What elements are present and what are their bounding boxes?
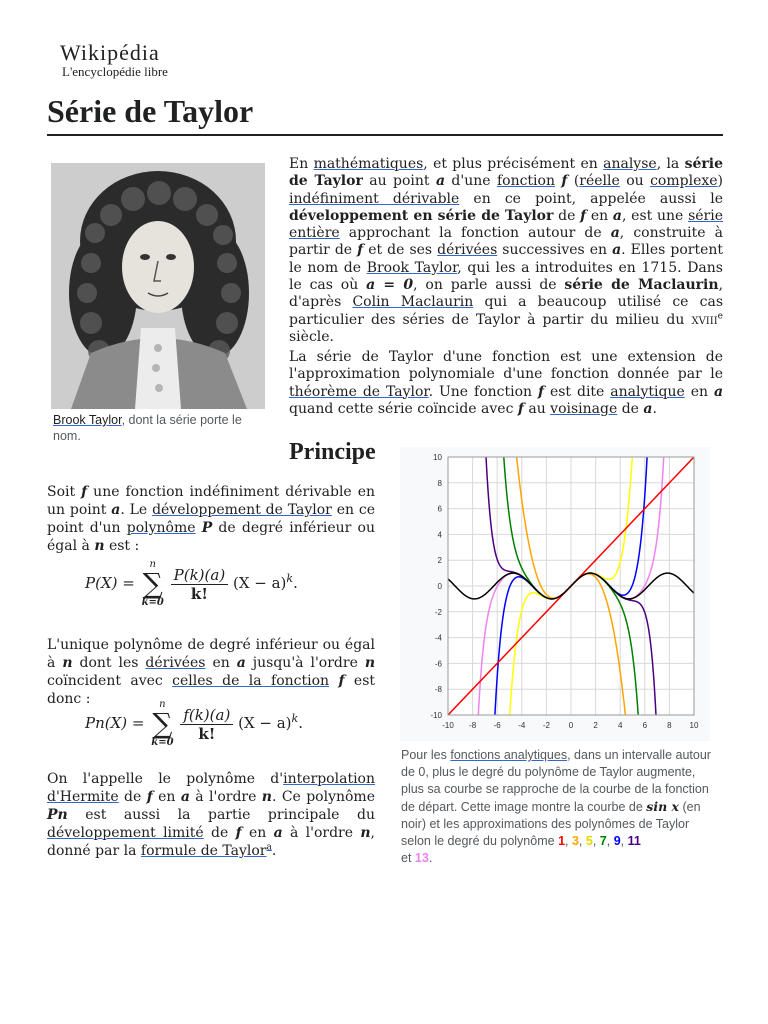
- y-tick-label: -8: [434, 685, 442, 695]
- degree-5: 5: [585, 834, 593, 848]
- degree-1: 1: [558, 834, 566, 848]
- x-tick-label: 4: [617, 721, 623, 730]
- link-theoreme-de-taylor[interactable]: théorème de Taylor: [289, 383, 429, 400]
- link-formule-de-taylor[interactable]: formule de Taylor: [140, 843, 267, 859]
- link-polynome[interactable]: polynôme: [126, 520, 196, 536]
- formula-hermite-polynomial: Pn(X) = n ∑ k=0 $\frac{f(k)(a)}{k!}$ $(X - a)^k$.: [85, 699, 303, 748]
- link-colin-maclaurin[interactable]: Colin Maclaurin: [352, 294, 474, 311]
- x-tick-label: 8: [667, 721, 672, 730]
- link-fonction[interactable]: fonction: [496, 173, 555, 190]
- plot-caption: Pour les fonctions analytiques, dans un intervalle autour de 0, plus le degré du polynôme de Taylor augmente, plus sa courbe se rapproche de la courbe de la fonction de départ. Cette image montre la courbe de sin x (en noir) et les approximations des polynômes de Taylor selon le degré du polynôme 1, 3, 5, 7, 9, 11 et 13.: [401, 748, 711, 865]
- y-tick-label: 10: [433, 453, 442, 462]
- link-reelle[interactable]: réelle: [579, 173, 620, 190]
- link-analytique[interactable]: analytique: [610, 383, 685, 400]
- link-developpement-de-taylor[interactable]: développement de Taylor: [152, 502, 332, 518]
- page-title: Série de Taylor: [47, 93, 723, 136]
- x-tick-label: -2: [542, 721, 550, 730]
- brook-taylor-portrait[interactable]: [51, 163, 265, 409]
- portrait-caption: Brook Taylor, dont la série porte le nom.: [53, 413, 242, 443]
- degree-3: 3: [571, 834, 579, 848]
- principe-paragraph-1: Soit f une fonction indéfiniment dérivable en un point a. Le développement de Taylor en ce point d'un polynôme P de degré inférieur ou égal à n est :: [47, 484, 376, 554]
- intro-paragraph-2: La série de Taylor d'une fonction est une extension de l'approximation polynomiale d'une fonction donnée par le théorème de Taylor. Une fonction f est dite analytique en a quand cette série coïncide avec f au voisinage de a.: [289, 349, 724, 417]
- y-tick-label: 0: [437, 582, 442, 591]
- link-celles-de-la-fonction[interactable]: celles de la fonction: [172, 673, 330, 689]
- degree-7: 7: [599, 834, 607, 848]
- x-tick-label: 10: [689, 721, 699, 730]
- link-serie-entiere[interactable]: série entière: [289, 207, 723, 242]
- x-tick-label: -4: [518, 721, 526, 730]
- link-complexe[interactable]: complexe: [650, 173, 718, 190]
- principe-paragraph-2: L'unique polynôme de degré inférieur ou égal à n dont les dérivées en a jusqu'à l'ordre n coïncident avec celles de la fonction f est donc :: [47, 637, 376, 707]
- degree-9: 9: [613, 834, 621, 848]
- x-tick-label: 6: [642, 721, 648, 730]
- section-heading-principe: Principe: [289, 439, 376, 465]
- x-tick-label: -8: [469, 721, 477, 730]
- y-tick-label: -4: [434, 633, 442, 643]
- link-derivees-2[interactable]: dérivées: [145, 655, 206, 671]
- y-tick-label: -10: [430, 711, 442, 720]
- footnote-a[interactable]: a: [266, 842, 272, 853]
- wordmark-tagline: L'encyclopédie libre: [62, 64, 168, 79]
- y-tick-label: 2: [437, 556, 442, 566]
- link-brook-taylor[interactable]: Brook Taylor: [366, 259, 458, 276]
- x-tick-label: -10: [442, 721, 454, 730]
- link-interpolation-hermite[interactable]: interpolation d'Hermite: [47, 771, 375, 805]
- link-analyse[interactable]: analyse: [603, 156, 657, 172]
- link-indefiniment-derivable[interactable]: indéfiniment dérivable: [289, 190, 460, 207]
- y-tick-label: -6: [434, 659, 442, 669]
- wikipedia-wordmark[interactable]: [60, 40, 168, 80]
- y-tick-label: 8: [437, 478, 442, 488]
- degree-13: 13: [414, 851, 429, 865]
- x-tick-label: 2: [593, 721, 598, 730]
- x-tick-label: -6: [493, 721, 501, 730]
- wordmark-title[interactable]: Wikipédia: [60, 40, 160, 65]
- y-tick-label: 6: [437, 504, 442, 514]
- link-derivees[interactable]: dérivées: [437, 242, 498, 259]
- formula-taylor-polynomial: P(X) = n ∑ k=0 $\frac{P(k)(a)}{k!}$ $(X - a)^k$.: [85, 559, 298, 608]
- y-tick-label: -2: [434, 607, 442, 617]
- y-tick-label: 4: [437, 530, 442, 540]
- link-developpement-limite[interactable]: développement limité: [47, 825, 204, 841]
- taylor-approximation-plot[interactable]: [400, 447, 710, 741]
- sinx-label: sin x: [646, 799, 679, 814]
- link-mathematiques[interactable]: mathématiques: [313, 156, 424, 172]
- intro-paragraph-1: En mathématiques, et plus précisément en analyse, la série de Taylor au point a d'une fonction f (réelle ou complexe) indéfiniment dérivable en ce point, appelée aussi le développement en série de Taylor de f en a, est une série entière approchant la fonction autour de a, construite à partir de f et de ses dérivées successives en a. Elles portent le nom de Brook Taylor, qui les a introduites en 1715. Dans le cas où a = 0, on parle aussi de série de Maclaurin, d'après Colin Maclaurin qui a beaucoup utilisé ce cas particulier des séries de Taylor à partir du milieu du xviii$^e$ siècle.: [289, 156, 724, 345]
- link-fonctions-analytiques[interactable]: fonctions analytiques: [450, 748, 568, 762]
- degree-11: 11: [627, 834, 641, 848]
- brook-taylor-link[interactable]: Brook Taylor: [53, 413, 122, 427]
- x-tick-label: 0: [568, 721, 574, 730]
- link-voisinage[interactable]: voisinage: [550, 400, 618, 417]
- principe-paragraph-3: On l'appelle le polynôme d'interpolation d'Hermite de f en a à l'ordre n. Ce polynôme Pn est aussi la partie principale du développement limité de f en a à l'ordre n, donné par la formule de Taylor$^a$.: [47, 771, 375, 859]
